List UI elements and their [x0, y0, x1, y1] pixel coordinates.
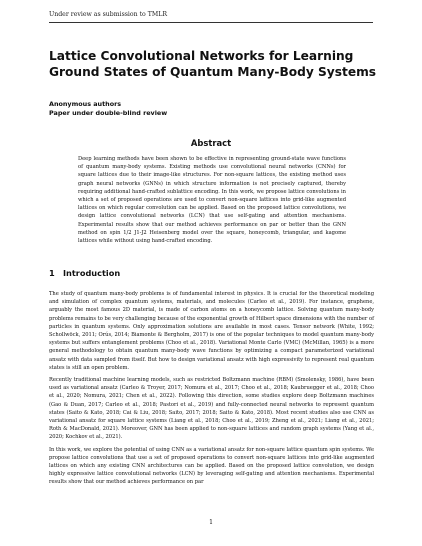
abstract-heading: Abstract	[190, 138, 232, 148]
paragraph: The study of quantum many-body problems is of fundamental interest in physics. It is crucial for the theoretical modeling and simulation of complex quantum systems, materials, and molecules (Carleo et al., 2019). For instance, graphene, arguably the most famous 2D material, is made of carbon atoms on a honeycomb lattice. Solving quantum many-body problems remains to be very challenging because of the exponential growth of Hilbert space dimensions with the number of particles in quantum systems. Only approximation solutions are available in most cases. Tensor network (White, 1992; Schollwöck, 2011; Orús, 2014; Biamonte & Bergholm, 2017) is one of the popular techniques to model quantum many-body systems but suffers entanglement problems (Choo et al., 2018). Variational Monte Carlo (VMC) (McMillan, 1965) is a more general methodology to obtain quantum many-body wave functions by optimizing a compact parameterized variational ansatz with data sampled from itself. But how to design variational ansatz with high expressivity to represent real quantum states is still an open problem.	[49, 291, 374, 371]
paper-title: Lattice Convolutional Networks for Learning Ground States of Quantum Many-Body Systems	[49, 49, 377, 79]
abstract	[78, 155, 346, 245]
author-block	[49, 100, 167, 117]
paragraph: Recently traditional machine learning models, such as restricted Boltzmann machine (RBM) (Smolensky, 1986), have been used as variational ansatz (Carleo & Troyer, 2017; Nomura et al., 2017; Choo et al., 2018; Kaubruegger et al., 2018; Choo et al., 2020; Nomura, 2021; Chen et al., 2022). Following this direction, some studies explore deep Boltzmann machines (Gao & Duan, 2017; Carleo et al., 2018; Pastori et al., 2019) and fully-connected neural networks to represent quantum states (Saito & Kato, 2018; Cai & Liu, 2018; Saito, 2017; 2018; Saito & Kato, 2018). Most recent studies also use CNN as variational ansatz for square lattice systems (Liang et al., 2018; Choo et al., 2019; Zheng et al., 2021; Liang et al., 2021; Roth & MacDonald, 2021). Moreover, GNN has been applied to non-square lattices and random graph systems (Yang et al., 2020; Kochkov et al., 2021).	[49, 377, 374, 441]
section-number: 1	[49, 268, 55, 278]
section-body	[49, 290, 374, 491]
running-head: Under review as submission to TMLR	[49, 11, 167, 18]
header-rule	[49, 22, 373, 23]
abstract-text: Deep learning methods have been shown to be effective in representing ground-state wave functions of quantum many-body systems. Existing methods use convolutional neural networks (CNNs) for square lattices due to their image-like structures. For non-square lattices, the existing method uses graph neural networks (GNNs) in which structure information is not precisely captured, thereby requiring additional hand-crafted sublattice encoding. In this work, we propose lattice convolutions in which a set of proposed operations are used to convert non-square lattices into grid-like augmented lattices on which regular convolution can be applied. Based on the proposed lattice convolutions, we design lattice convolutional networks (LCN) that use self-gating and attention mechanisms. Experimental results show that our method achieves performance on par or better than the GNN method on spin 1/2 J1-J2 Heisenberg model over the square, honeycomb, triangular, and kagome lattices while without using hand-crafted encoding.	[78, 156, 346, 245]
section-heading	[49, 268, 120, 278]
section-title: Introduction	[63, 268, 121, 278]
review-note: Paper under double-blind review	[49, 108, 168, 117]
authors: Anonymous authors	[49, 100, 122, 108]
page-number: 1	[209, 519, 213, 526]
paragraph: In this work, we explore the potential of using CNN as a variational ansatz for non-square lattice quantum spin systems. We propose lattice convolutions that use a set of proposed operations to convert non-square lattices into grid-like augmented lattices on which any existing CNN architectures can be applied. Based on the proposed lattice convolution, we design highly expressive lattice convolutional networks (LCN) by leveraging self-gating and attention mechanisms. Experimental results show that our method achieves performance on par	[49, 446, 374, 486]
